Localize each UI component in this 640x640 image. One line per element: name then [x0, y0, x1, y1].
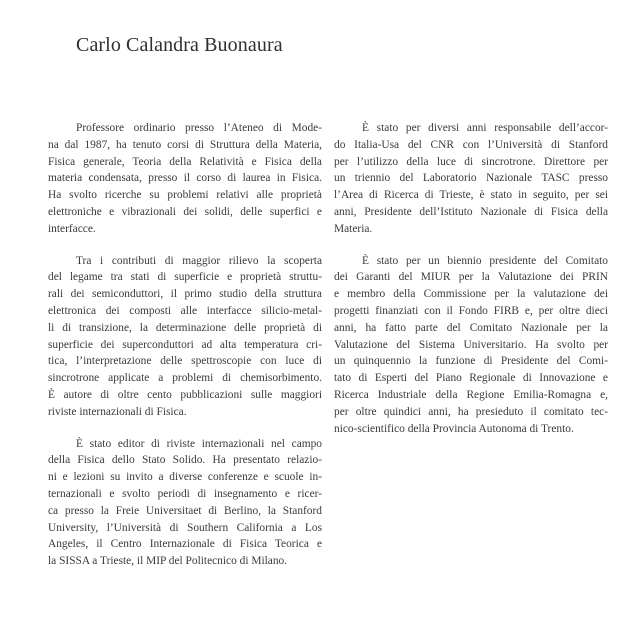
- paragraph-line: e membro della Commissione per la valutazione dei: [334, 288, 608, 301]
- paragraph-line: tato di Esperti del Piano Regionale di Innovazione e: [334, 372, 608, 385]
- paragraph-line: Valutazione del Sistema Universitario. Ha svolto per: [334, 338, 608, 351]
- paragraph-line: Angeles, il Centro Internazionale di Fisica Teorica e: [48, 538, 322, 551]
- paragraph: [48, 436, 322, 570]
- paragraph-line: la SISSA a Trieste, il MIP del Politecnico di Milano.: [48, 555, 288, 568]
- paragraph-line: li di transizione, la determinazione delle proprietà di: [48, 321, 322, 334]
- paragraph: [334, 253, 608, 438]
- paragraph-line: ni e lezioni su invito a diverse conferenze e scuole in-: [48, 471, 322, 484]
- paragraph-line: interfacce.: [48, 222, 96, 235]
- paragraph-line: University, l’Università di Southern California a Los: [48, 521, 322, 534]
- right-column: [334, 120, 608, 452]
- paragraph: [334, 120, 608, 238]
- paragraph-line: do Italia-Usa del CNR con l’Università di Stanford: [334, 138, 608, 151]
- paragraph-line: della Fisica dello Stato Solido. Ha presentato relazio-: [48, 454, 322, 467]
- paragraph-line: elettroniche e vibrazionali dei solidi, delle superfici e: [48, 205, 322, 218]
- paragraph-line: na dal 1987, ha tenuto corsi di Struttura della Materia,: [48, 138, 322, 151]
- page-title: Carlo Calandra Buonaura: [76, 34, 283, 56]
- paragraph-line: un quinquennio la funzione di Presidente del Comi-: [334, 355, 608, 368]
- paragraph-line: superficie dei superconduttori ad alta temperatura cri-: [48, 338, 322, 351]
- paragraph-line: riviste internazionali di Fisica.: [48, 405, 187, 418]
- paragraph-line: Materia.: [334, 222, 373, 235]
- paragraph-line: Professore ordinario presso l’Ateneo di Mode-: [76, 122, 322, 134]
- left-column: [48, 120, 322, 585]
- paragraph-line: Tra i contributi di maggior rilievo la scoperta: [76, 254, 322, 267]
- paragraph-line: del legame tra stati di superficie e proprietà struttu-: [48, 271, 322, 284]
- paragraph-line: sincrotrone applicate a problemi di chemisorbimento.: [48, 372, 322, 385]
- paragraph-line: È stato per diversi anni responsabile dell’accor-: [362, 122, 608, 134]
- paragraph-line: per l’utilizzo della luce di sincrotrone. Direttore per: [334, 155, 608, 168]
- paragraph-line: ternazionali e svolto periodi di insegnamento e ricer-: [48, 487, 322, 500]
- paragraph-line: Ricerca Industriale della Regione Emilia-Romagna e,: [334, 388, 608, 401]
- paragraph-line: anni, Presidente dell’Istituto Nazionale di Fisica della: [334, 205, 608, 218]
- paragraph-line: elettronica dei composti alle interfacce silicio-metal-: [48, 304, 322, 317]
- paragraph-line: progetti finanziati con il Fondo FIRB e, per oltre dieci: [334, 304, 608, 317]
- paragraph-line: tica, l’interpretazione delle spettroscopie con luce di: [48, 355, 322, 368]
- paragraph-line: Fisica generale, Teoria della Relatività e Fisica della: [48, 155, 322, 168]
- paragraph: [48, 120, 322, 238]
- paragraph-line: materia condensata, presso il corso di laurea in Fisica.: [48, 172, 322, 185]
- paragraph-line: un triennio del Laboratorio Nazionale TASC presso: [334, 172, 608, 185]
- paragraph-line: l’Area di Ricerca di Trieste, è stato in seguito, per sei: [334, 189, 608, 202]
- paragraph-line: È stato editor di riviste internazionali nel campo: [76, 437, 322, 450]
- paragraph-line: È stato per un biennio presidente del Comitato: [362, 254, 608, 267]
- paragraph-line: anni, ha fatto parte del Comitato Nazionale per la: [334, 321, 608, 334]
- paragraph-line: rali dei semiconduttori, il primo studio della struttura: [48, 288, 322, 301]
- paragraph-line: È autore di oltre cento pubblicazioni sulle maggiori: [48, 388, 322, 401]
- paragraph-line: ca presso la Freie Universitaet di Berlino, la Stanford: [48, 504, 322, 517]
- paragraph-line: nico-scientifico della Provincia Autonoma di Trento.: [334, 422, 574, 435]
- paragraph-line: dei Garanti del MIUR per la Valutazione dei PRIN: [334, 271, 608, 284]
- paragraph: [48, 253, 322, 421]
- paragraph-line: Ha svolto ricerche su problemi relativi alle proprietà: [48, 189, 322, 202]
- paragraph-line: per oltre quindici anni, ha presieduto il comitato tec-: [334, 405, 608, 418]
